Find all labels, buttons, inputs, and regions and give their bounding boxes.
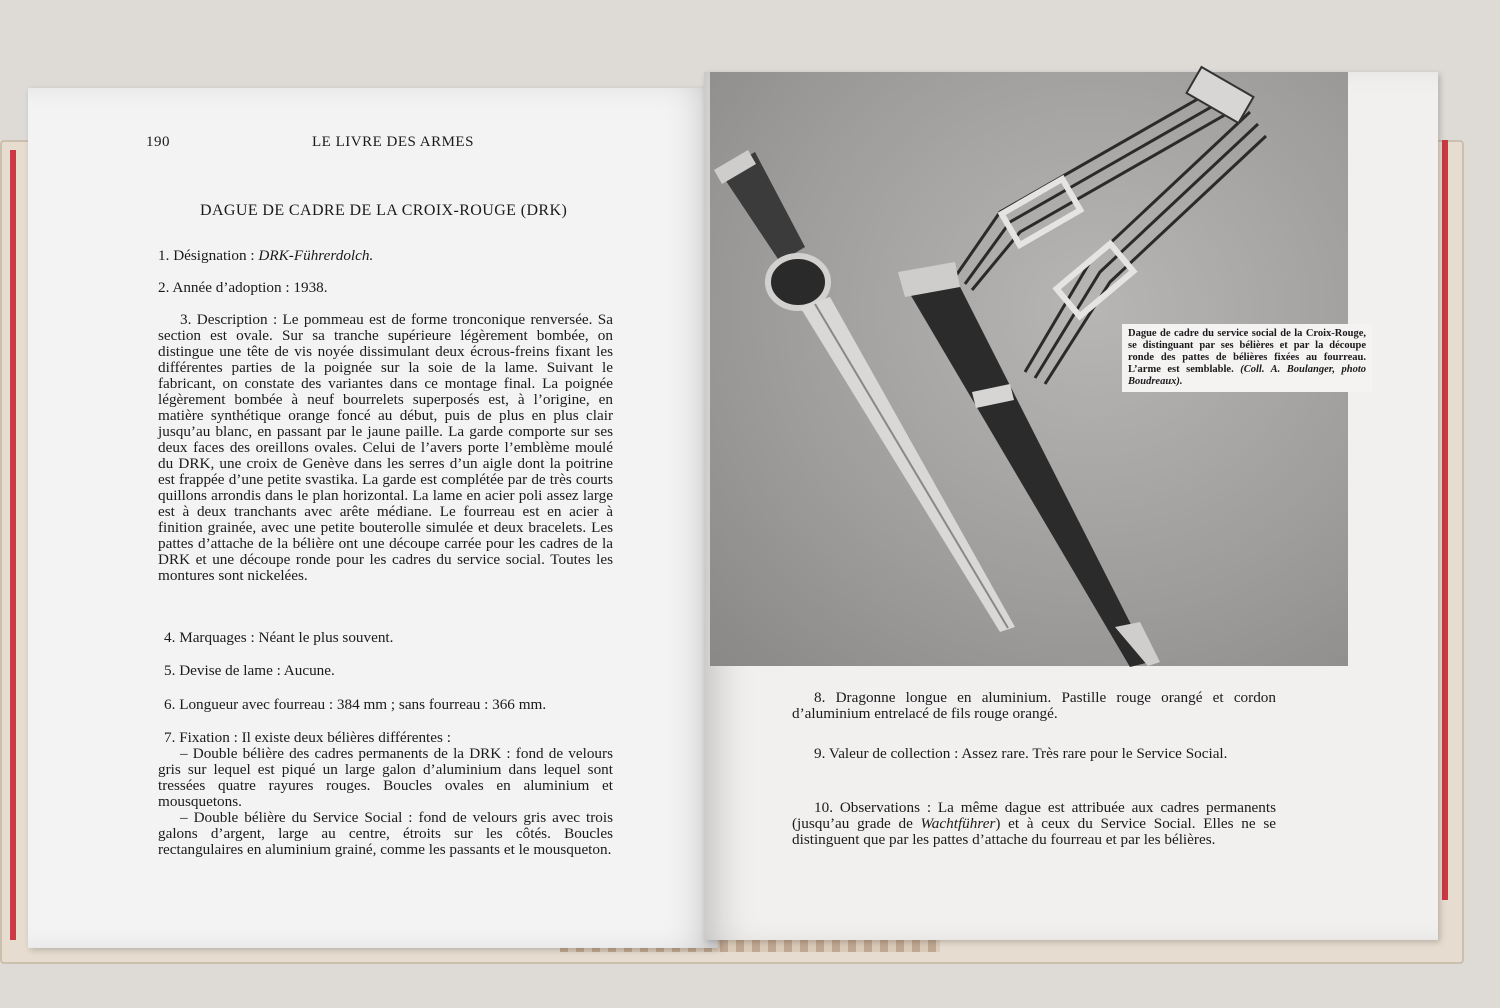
right-page bbox=[704, 72, 1438, 940]
dagger-guard-emblem bbox=[768, 256, 828, 308]
observations-text-b: ) et à ceux du Service Social. Elles ne se distinguent que par les pattes d’attache du fourreau et par les bélières. bbox=[792, 815, 1276, 848]
item-fixation-drk: – Double bélière des cadres permanents de la DRK : fond de velours gris sur lequel est piqué un large galon d’aluminium dans lequel sont tressées quatre rayures rouges. Boucles ovales en aluminium et mousquetons. bbox=[158, 745, 613, 810]
item-description: 3. Description : Le pommeau est de forme tronconique renversée. Sa section est ovale. Sur sa tranche supérieure légèrement bombée, on distingue une tête de vis noyée dissimulant deux écrous-freins fixant les différentes parties de la poignée sur la soie de la lame. Suivant le fabricant, on constate des variantes dans ce montage final. La poignée légèrement bombée à neuf bourrelets superposés est, à l’origine, en matière synthétique orange foncé au début, puis de plus en plus clair jusqu’au blanc, en passant par le jaune paille. La garde comporte sur ses deux faces des oreillons ovales. Celui de l’avers porte l’emblème moulé du DRK, une croix de Genève dans les serres d’un aigle dont la poitrine est frappée d’une petite svastika. La garde est complétée par de très courts quillons arrondis dans le plan horizontal. La lame en acier poli assez large est à deux tranchants avec arête médiane. Le fourreau est en acier à finition grainée, avec une petite bouterolle simulée et deux bracelets. Les pattes d’attache de la bélière ont une découpe carrée pour les cadres de la DRK et une découpe ronde pour les cadres du service social. Toutes les montures sont nickelées. bbox=[158, 311, 613, 584]
left-page bbox=[28, 88, 718, 948]
running-head: LE LIVRE DES ARMES bbox=[312, 134, 474, 150]
cover-red-edge-right bbox=[1442, 140, 1448, 900]
item-collection-value: 9. Valeur de collection : Assez rare. Très rare pour le Service Social. bbox=[814, 745, 1228, 762]
page-number: 190 bbox=[146, 134, 170, 150]
photo-caption bbox=[1122, 324, 1372, 392]
item-observations bbox=[792, 800, 1276, 848]
item-blade-motto: 5. Devise de lame : Aucune. bbox=[164, 662, 335, 679]
item-length: 6. Longueur avec fourreau : 384 mm ; sans fourreau : 366 mm. bbox=[164, 696, 547, 713]
item-designation-value: DRK-Führerdolch. bbox=[258, 247, 374, 264]
cover-red-edge-left bbox=[10, 150, 16, 940]
section-title: DAGUE DE CADRE DE LA CROIX-ROUGE (DRK) bbox=[200, 202, 568, 219]
item-dragonne: 8. Dragonne longue en aluminium. Pastille rouge orangé et cordon d’aluminium entrelacé de fils rouge orangé. bbox=[792, 689, 1276, 722]
item-designation bbox=[158, 248, 613, 264]
scabbard bbox=[900, 267, 1150, 667]
buckle-upper bbox=[1002, 179, 1081, 245]
item-fixation-social: – Double bélière du Service Social : fond de velours gris avec trois galons d’argent, large au centre, étroits sur les côtés. Boucles rectangulaires en aluminium grainé, comme les passants et le mousqueton. bbox=[158, 809, 613, 858]
caption-credit: (Coll. A. Boulanger, photo Boudreaux). bbox=[1128, 364, 1366, 387]
item-designation-label: 1. Désignation : bbox=[158, 247, 259, 264]
observations-text-a: 10. Observations : La même dague est attribuée aux cadres permanents (jusqu’au grade de bbox=[792, 799, 1276, 832]
item-fixation-intro: 7. Fixation : Il existe deux bélières différentes : bbox=[164, 729, 451, 746]
caption-text: Dague de cadre du service social de la Croix-Rouge, se distinguant par ses bélières et par la découpe ronde des pattes de bélières fixées au fourreau. L’arme est semblable. bbox=[1128, 328, 1366, 375]
observations-rank: Wachtführer bbox=[920, 815, 996, 832]
item-adoption-year: 2. Année d’adoption : 1938. bbox=[158, 279, 328, 296]
dagger-photo bbox=[710, 72, 1366, 666]
item-markings: 4. Marquages : Néant le plus souvent. bbox=[164, 629, 394, 646]
